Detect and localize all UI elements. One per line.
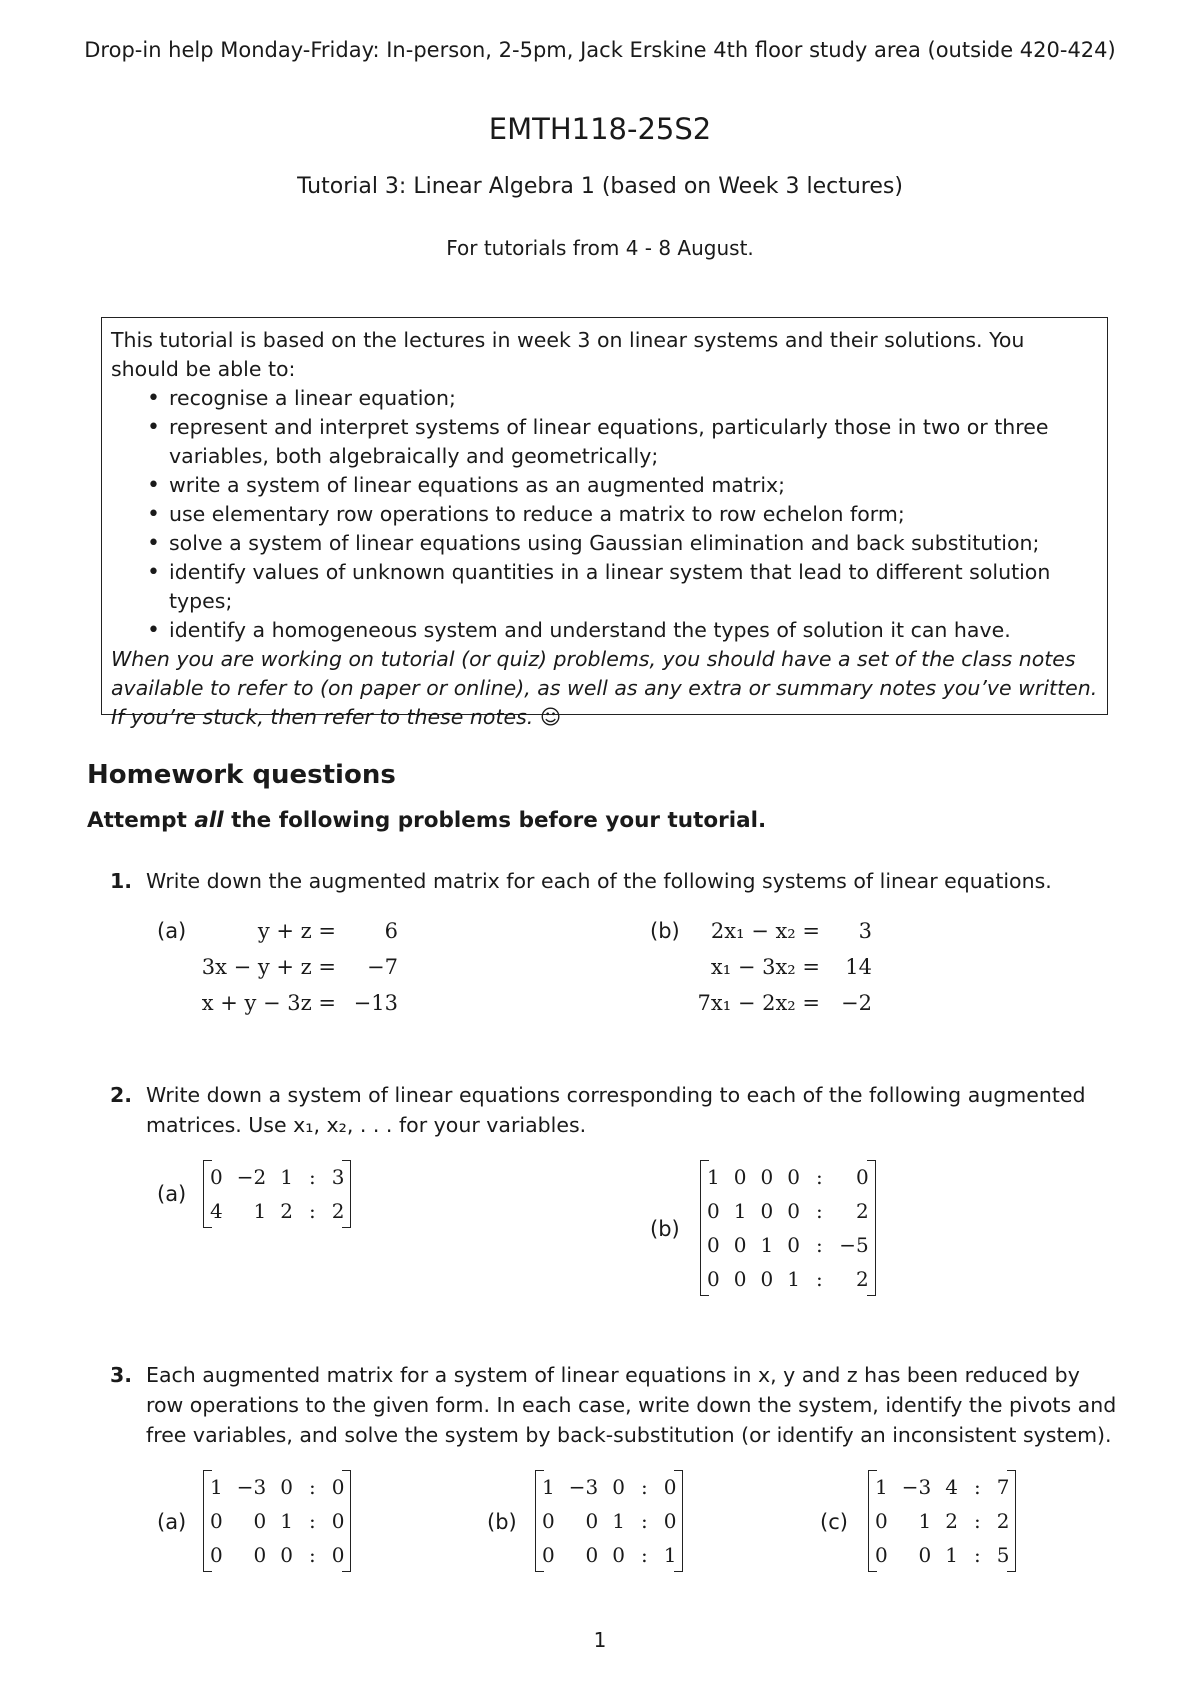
equation-lhs: 7x₁ − 2x₂ = (697, 991, 820, 1015)
matrix-cell: 0 (707, 1233, 720, 1257)
attempt-after: the following problems before your tutorial. (223, 808, 767, 833)
question-number: 3. (110, 1363, 133, 1387)
part-label: (a) (157, 919, 187, 943)
question-text: Each augmented matrix for a system of linear equations in x, y and z has been reduced by row operations to the given form. In each case, write down the system, identify the pivots and free variables, and solve the system by back-substitution (or identify an inconsistent system). (146, 1363, 1117, 1447)
part-label: (b) (650, 919, 680, 943)
outcome-item: • write a system of linear equations as an augmented matrix; (111, 471, 1098, 500)
outcome-item: • use elementary row operations to reduce a matrix to row echelon form; (111, 500, 1098, 529)
matrix-cell: 0 (760, 1165, 774, 1189)
equation-rhs: −13 (353, 991, 398, 1015)
tutorial-dates: For tutorials from 4 - 8 August. (446, 236, 754, 260)
page-number: 1 (593, 1628, 607, 1652)
part-label: (a) (157, 1182, 187, 1206)
matrix-cell: 0 (855, 1165, 869, 1189)
right-bracket (867, 1160, 876, 1296)
learning-outcomes-box (101, 317, 1108, 729)
matrix-cell: 1 (945, 1543, 958, 1567)
matrix-row (700, 1160, 876, 1194)
matrix-cell: 2 (945, 1509, 958, 1533)
matrix-cell: 3 (331, 1165, 345, 1189)
matrix-separator: : (640, 1509, 648, 1533)
equation-row (660, 950, 880, 984)
equation-lhs: x + y − 3z = (201, 991, 336, 1015)
question-2 (110, 1080, 1120, 1140)
equation-row (180, 914, 420, 948)
matrix-cell: 0 (760, 1267, 774, 1291)
matrix-row (868, 1470, 1016, 1504)
matrix-cell: 1 (253, 1199, 267, 1223)
augmented-matrix-3c (868, 1470, 1016, 1572)
question-1 (110, 866, 1120, 896)
matrix-separator: : (815, 1165, 823, 1189)
matrix-cell: 1 (280, 1509, 293, 1533)
matrix-cell: 0 (210, 1165, 223, 1189)
matrix-row (203, 1504, 351, 1538)
matrix-cell: 1 (875, 1475, 888, 1499)
equation-row (180, 986, 420, 1020)
matrix-row (535, 1504, 683, 1538)
matrix-cell: 1 (787, 1267, 800, 1291)
right-bracket (1007, 1470, 1016, 1572)
matrix-cell: 0 (253, 1509, 267, 1533)
matrix-cell: 0 (733, 1267, 747, 1291)
attempt-emphasis: all (194, 808, 224, 833)
question-text: Write down a system of linear equations corresponding to each of the following augmented matrices. Use x₁, x₂, . . . for your variables. (146, 1083, 1086, 1137)
matrix-row (203, 1470, 351, 1504)
matrix-table (535, 1470, 683, 1572)
matrix-cell: 7 (996, 1475, 1010, 1499)
question-number: 2. (110, 1083, 133, 1107)
matrix-cell: 0 (918, 1543, 932, 1567)
matrix-separator: : (973, 1509, 981, 1533)
matrix-separator: : (308, 1475, 316, 1499)
augmented-matrix-3b (535, 1470, 683, 1572)
left-bracket (868, 1470, 877, 1572)
matrix-cell: 0 (585, 1509, 599, 1533)
matrix-cell: 0 (707, 1199, 720, 1223)
equation-row (180, 950, 420, 984)
left-bracket (535, 1470, 544, 1572)
matrix-row (203, 1538, 351, 1572)
matrix-row (868, 1538, 1016, 1572)
matrix-cell: 0 (331, 1475, 345, 1499)
outcome-item: • represent and interpret systems of linear equations, particularly those in two or three variables, both algebraically and geometrically; (111, 413, 1098, 471)
matrix-separator: : (640, 1543, 648, 1567)
augmented-matrix-2b (700, 1160, 876, 1296)
matrix-cell: 1 (280, 1165, 293, 1189)
equation-rhs: 14 (845, 955, 872, 979)
matrix-row (868, 1504, 1016, 1538)
left-bracket (700, 1160, 709, 1296)
left-bracket (203, 1470, 212, 1572)
matrix-separator: : (815, 1233, 823, 1257)
augmented-matrix-3a (203, 1470, 351, 1572)
equation-row (660, 986, 880, 1020)
matrix-cell: 2 (996, 1509, 1010, 1533)
left-bracket (203, 1160, 212, 1228)
matrix-table (203, 1160, 351, 1228)
matrix-cell: 0 (663, 1509, 677, 1533)
matrix-cell: −3 (236, 1475, 267, 1499)
outcomes-list (111, 384, 1098, 645)
system-1b (660, 914, 880, 1024)
right-bracket (342, 1470, 351, 1572)
matrix-separator: : (973, 1475, 981, 1499)
matrix-separator: : (640, 1475, 648, 1499)
section-title: Homework questions (87, 760, 396, 790)
matrix-separator: : (815, 1267, 823, 1291)
matrix-cell: −5 (839, 1233, 869, 1257)
equation-rhs: −2 (841, 991, 872, 1015)
matrix-cell: 0 (585, 1543, 599, 1567)
matrix-separator: : (815, 1199, 823, 1223)
equation-lhs: 2x₁ − x₂ = (710, 919, 820, 943)
matrix-cell: 1 (733, 1199, 747, 1223)
matrix-cell: 1 (707, 1165, 720, 1189)
header-note: Drop-in help Monday-Friday: In-person, 2-5pm, Jack Erskine 4th floor study area (outside 420-424) (84, 38, 1116, 62)
matrix-cell: −3 (901, 1475, 932, 1499)
matrix-cell: 2 (331, 1199, 345, 1223)
question-3 (110, 1360, 1120, 1450)
matrix-cell: 0 (707, 1267, 720, 1291)
outcome-item: • identify values of unknown quantities in a linear system that lead to different solution types; (111, 558, 1098, 616)
question-text: Write down the augmented matrix for each of the following systems of linear equations. (146, 869, 1052, 893)
course-title: EMTH118-25S2 (488, 112, 712, 146)
matrix-cell: 5 (996, 1543, 1010, 1567)
equation-lhs: 3x − y + z = (201, 955, 336, 979)
matrix-cell: 2 (855, 1199, 869, 1223)
matrix-cell: 1 (542, 1475, 555, 1499)
matrix-cell: 0 (875, 1509, 888, 1533)
system-1a (180, 914, 420, 1024)
equation-rhs: 3 (858, 919, 872, 943)
matrix-cell: 2 (280, 1199, 293, 1223)
matrix-separator: : (308, 1199, 316, 1223)
equation-lhs: y + z = (257, 919, 336, 943)
equation-rhs: 6 (384, 919, 398, 943)
outcome-item: • recognise a linear equation; (111, 384, 1098, 413)
box-intro: This tutorial is based on the lectures in week 3 on linear systems and their solutions. You should be able to: (111, 328, 1025, 381)
matrix-row (535, 1538, 683, 1572)
matrix-row (700, 1194, 876, 1228)
outcome-item: • solve a system of linear equations using Gaussian elimination and back substitution; (111, 529, 1098, 558)
tutorial-subtitle: Tutorial 3: Linear Algebra 1 (based on Week 3 lectures) (297, 174, 903, 199)
matrix-cell: 0 (787, 1199, 800, 1223)
matrix-cell: 1 (663, 1543, 677, 1567)
matrix-row (700, 1228, 876, 1262)
matrix-cell: 0 (280, 1475, 293, 1499)
matrix-table (868, 1470, 1016, 1572)
matrix-cell: 0 (253, 1543, 267, 1567)
matrix-cell: 0 (210, 1509, 223, 1533)
matrix-row (203, 1194, 351, 1228)
matrix-cell: 0 (733, 1165, 747, 1189)
equation-row (660, 914, 880, 948)
part-label: (b) (650, 1217, 680, 1241)
part-label: (a) (157, 1510, 187, 1534)
attempt-before: Attempt (87, 808, 195, 833)
matrix-cell: 0 (542, 1509, 555, 1533)
part-label: (b) (487, 1510, 517, 1534)
matrix-cell: 4 (945, 1475, 958, 1499)
matrix-cell: 0 (875, 1543, 888, 1567)
matrix-cell: 0 (663, 1475, 677, 1499)
matrix-cell: 0 (210, 1543, 223, 1567)
matrix-cell: 1 (760, 1233, 774, 1257)
outcome-item: • identify a homogeneous system and understand the types of solution it can have. (111, 616, 1098, 645)
matrix-row (203, 1160, 351, 1194)
matrix-cell: 0 (280, 1543, 293, 1567)
matrix-row (700, 1262, 876, 1296)
matrix-separator: : (308, 1509, 316, 1533)
part-label: (c) (820, 1510, 848, 1534)
matrix-row (535, 1470, 683, 1504)
box-note: When you are working on tutorial (or quiz) problems, you should have a set of the class notes available to refer to (on paper or online), as well as any extra or summary notes you’ve written. If you’re stuck, then refer to these notes. ☺ (111, 647, 1098, 729)
matrix-cell: 0 (760, 1199, 774, 1223)
matrix-cell: 0 (331, 1509, 345, 1533)
matrix-table (203, 1470, 351, 1572)
matrix-cell: 0 (733, 1233, 747, 1257)
matrix-separator: : (308, 1543, 316, 1567)
matrix-cell: 2 (855, 1267, 869, 1291)
right-bracket (674, 1470, 683, 1572)
matrix-cell: 0 (612, 1475, 625, 1499)
matrix-cell: 0 (331, 1543, 345, 1567)
equation-lhs: x₁ − 3x₂ = (710, 955, 820, 979)
matrix-table (700, 1160, 876, 1296)
right-bracket (342, 1160, 351, 1228)
matrix-cell: 0 (542, 1543, 555, 1567)
matrix-cell: 4 (210, 1199, 223, 1223)
matrix-cell: 0 (612, 1543, 625, 1567)
matrix-separator: : (973, 1543, 981, 1567)
equation-rhs: −7 (367, 955, 398, 979)
matrix-cell: 0 (787, 1233, 800, 1257)
matrix-cell: 1 (612, 1509, 625, 1533)
matrix-cell: 0 (787, 1165, 800, 1189)
matrix-separator: : (308, 1165, 316, 1189)
matrix-cell: −2 (236, 1165, 267, 1189)
matrix-cell: −3 (568, 1475, 599, 1499)
matrix-cell: 1 (210, 1475, 223, 1499)
matrix-cell: 1 (918, 1509, 932, 1533)
augmented-matrix-2a (203, 1160, 351, 1228)
question-number: 1. (110, 869, 133, 893)
attempt-instruction (87, 808, 766, 833)
